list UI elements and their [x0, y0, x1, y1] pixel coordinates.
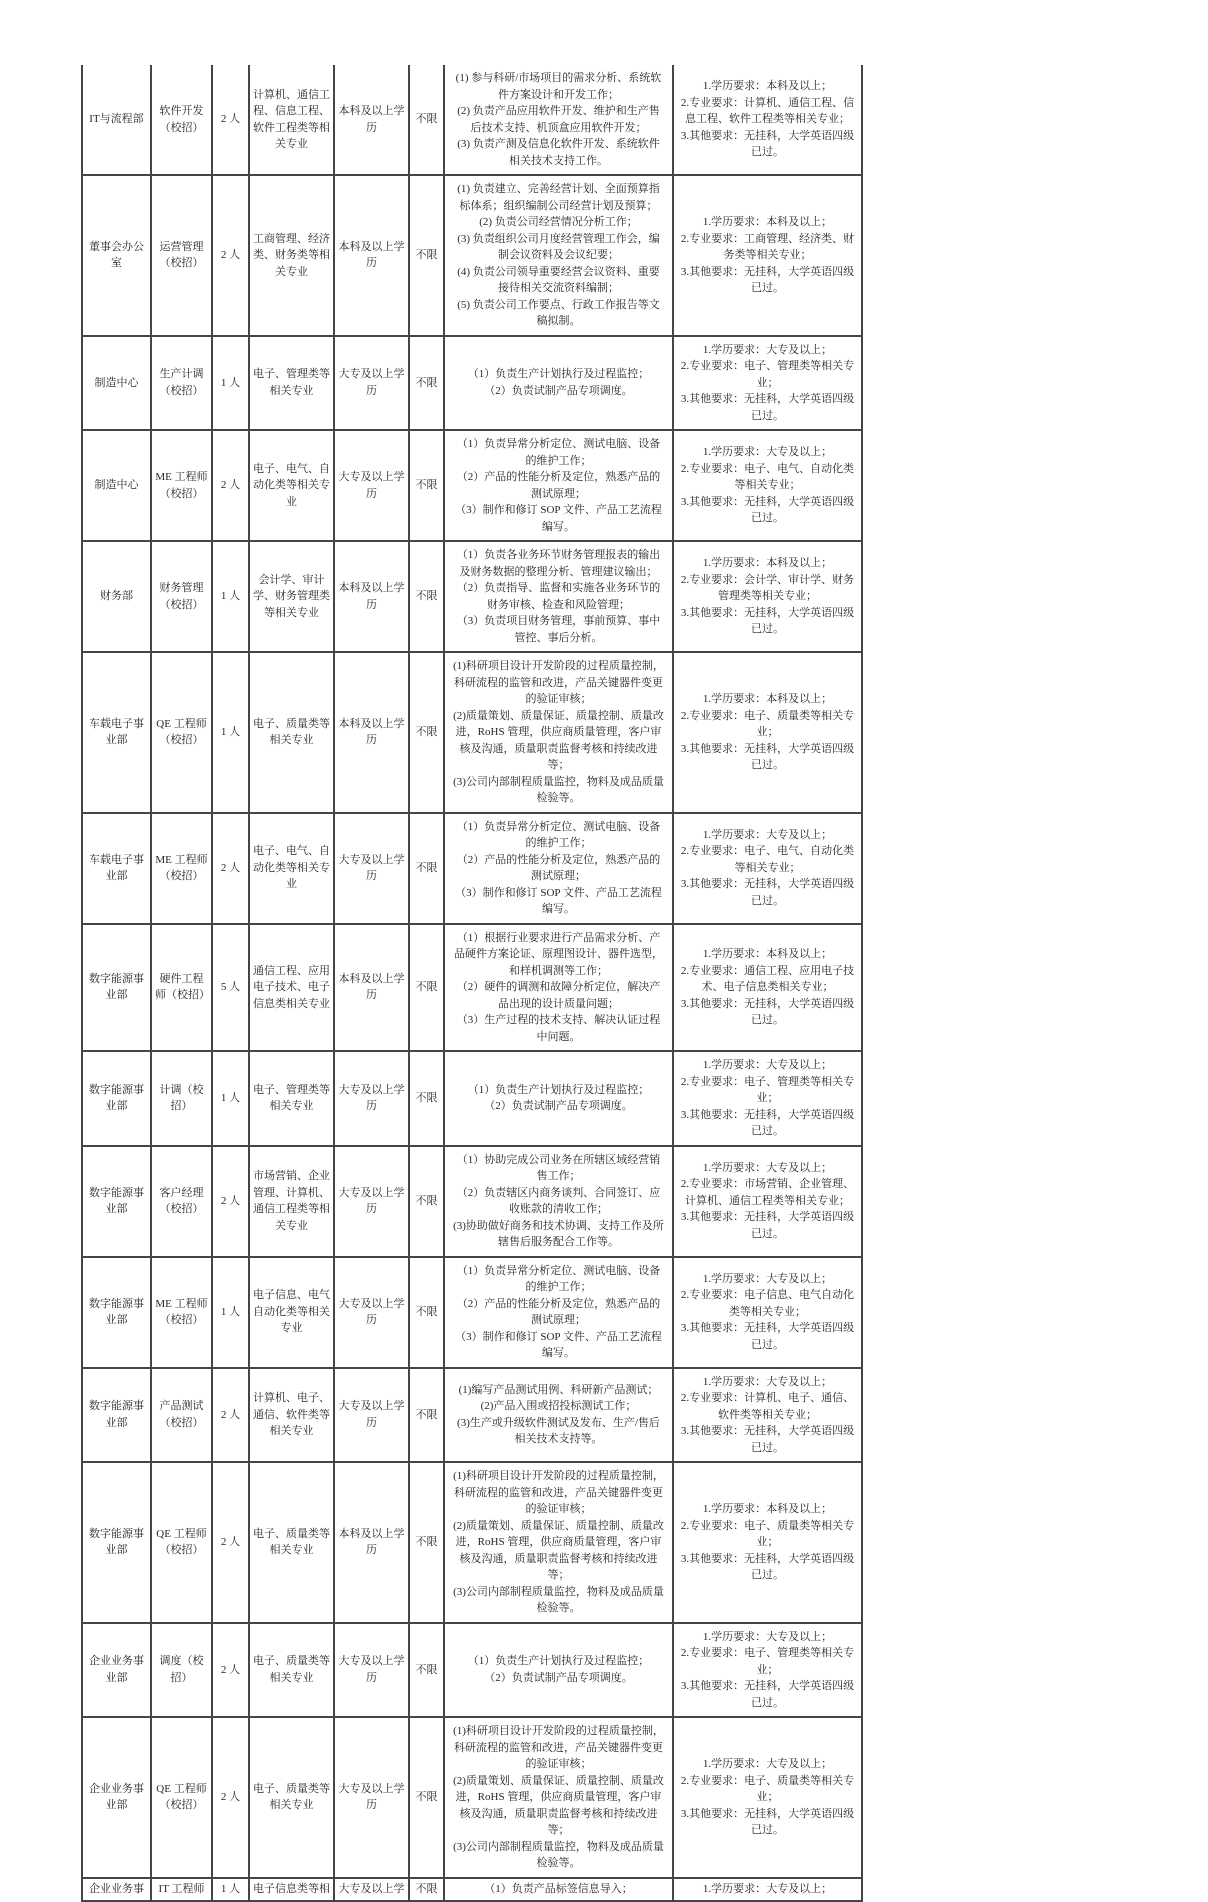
gender-cell: 不限	[408, 1624, 443, 1717]
duties-cell	[443, 1718, 672, 1877]
duty-line: (2)产品入围或招投标测试工作；	[480, 1400, 637, 1413]
education-cell: 本科及以上学历	[333, 65, 408, 174]
duty-line: (1)科研项目设计开发阶段的过程质量控制，科研流程的监管和改进，产品关键器件变更的验证审核；	[453, 660, 664, 705]
duties-cell	[443, 1463, 672, 1622]
requirements-cell	[672, 176, 863, 335]
requirement-line: 2.专业要求：市场营销、企业管理、计算机、通信工程类等相关专业；	[680, 1178, 855, 1207]
duty-line: （2）负责试制产品专项调度。	[484, 1671, 633, 1684]
duty-line: （3）制作和修订 SOP 文件、产品工艺流程编写。	[455, 886, 662, 915]
requirement-line: 2.专业要求：电子、电气、自动化类等相关专业；	[680, 845, 855, 874]
duty-line: (3) 负责产测及信息化软件开发、系统软件相关技术支持工作。	[457, 138, 660, 167]
duty-line: （2）硬件的调测和故障分析定位，解决产品出现的设计质量问题；	[456, 981, 661, 1010]
education-cell: 大专及以上学历	[333, 1369, 408, 1462]
gender-cell: 不限	[408, 1879, 443, 1900]
gender-cell: 不限	[408, 1463, 443, 1622]
duty-line: （1）负责各业务环节财务管理报表的输出及财务数据的整理分析、管理建议输出；	[456, 549, 661, 578]
gender-cell: 不限	[408, 925, 443, 1051]
requirement-line: 2.专业要求：电子、管理类等相关专业；	[680, 1075, 855, 1104]
requirement-line: 1.学历要求：大专及以上；	[702, 1375, 833, 1388]
position-cell: 硬件工程师（校招）	[150, 925, 211, 1051]
department-cell: 制造中心	[81, 431, 150, 540]
position-cell: 计调（校招）	[150, 1052, 211, 1145]
major-cell: 电子、电气、自动化类等相关专业	[248, 431, 333, 540]
duty-line: （3）制作和修订 SOP 文件、产品工艺流程编写。	[455, 1330, 662, 1359]
position-cell: 运营管理（校招）	[150, 176, 211, 335]
major-cell: 电子、质量类等相关专业	[248, 1624, 333, 1717]
gender-cell: 不限	[408, 1052, 443, 1145]
duties-cell	[443, 65, 672, 174]
requirement-line: 3.其他要求：无挂科，大学英语四级已过。	[680, 878, 855, 907]
department-cell: 企业业务事	[81, 1879, 150, 1900]
requirement-line: 3.其他要求：无挂科，大学英语四级已过。	[680, 1552, 855, 1581]
headcount-cell: 2 人	[211, 1463, 248, 1622]
gender-cell: 不限	[408, 337, 443, 430]
duty-line: （2）产品的性能分析及定位，熟悉产品的测试原理；	[456, 853, 661, 882]
requirement-line: 1.学历要求：本科及以上；	[702, 80, 833, 93]
duty-line: (2) 负责产品应用软件开发、维护和生产售后技术支持、机顶盒应用软件开发；	[457, 105, 660, 134]
gender-cell: 不限	[408, 431, 443, 540]
table-row	[81, 337, 863, 432]
duty-line: （1）根据行业要求进行产品需求分析、产品硬件方案论证、原理图设计、器件选型，和样机调测等工作；	[454, 931, 663, 977]
duty-line: （3）负责项目财务管理，事前预算、事中管控、事后分析。	[456, 615, 661, 644]
requirement-line: 1.学历要求：大专及以上；	[702, 343, 833, 356]
headcount-cell: 2 人	[211, 1718, 248, 1877]
education-cell: 本科及以上学历	[333, 653, 408, 812]
requirement-line: 3.其他要求：无挂科，大学英语四级已过。	[680, 1211, 855, 1240]
position-cell: IT 工程师	[150, 1879, 211, 1900]
headcount-cell: 2 人	[211, 431, 248, 540]
requirement-line: 1.学历要求：大专及以上；	[702, 828, 833, 841]
requirement-line: 2.专业要求：电子、电气、自动化类等相关专业；	[680, 462, 855, 492]
duties-cell	[443, 337, 672, 430]
duty-line: (2) 负责公司经营情况分析工作；	[479, 216, 638, 228]
requirement-line: 2.专业要求：电子、质量类等相关专业；	[680, 709, 855, 738]
department-cell: 数字能源事业部	[81, 1258, 150, 1367]
requirement-line: 3.其他要求：无挂科，大学英语四级已过。	[680, 393, 855, 422]
duty-line: （1）负责产品标签信息导入；	[484, 1882, 633, 1895]
education-cell: 本科及以上学历	[333, 925, 408, 1051]
position-cell: QE 工程师（校招）	[150, 1463, 211, 1622]
major-cell: 电子、质量类等相关专业	[248, 653, 333, 812]
duty-line: （2）产品的性能分析及定位，熟悉产品的测试原理；	[456, 471, 661, 500]
table-row	[81, 65, 863, 176]
major-cell: 通信工程、应用电子技术、电子信息类相关专业	[248, 925, 333, 1051]
department-cell: 数字能源事业部	[81, 1463, 150, 1622]
requirement-line: 1.学历要求：大专及以上；	[702, 1882, 833, 1895]
duty-line: (2)质量策划、质量保证、质量控制、质量改进，RoHS 管理，供应商质量管理，客户审核及沟通，质量职责监督考核和持续改进等；	[453, 709, 664, 771]
duty-line: (4) 负责公司领导重要经营会议资料、重要接待相关交流资料编制；	[457, 265, 660, 294]
department-cell: 数字能源事业部	[81, 1369, 150, 1462]
position-cell: QE 工程师（校招）	[150, 1718, 211, 1877]
table-row	[81, 814, 863, 925]
requirements-cell	[672, 431, 863, 540]
requirement-line: 1.学历要求：大专及以上；	[702, 1758, 833, 1770]
gender-cell: 不限	[408, 65, 443, 174]
duty-line: （3）制作和修订 SOP 文件、产品工艺流程编写。	[455, 504, 662, 533]
requirement-line: 3.其他要求：无挂科，大学英语四级已过。	[680, 606, 855, 636]
headcount-cell: 1 人	[211, 1052, 248, 1145]
duty-line: （1）负责生产计划执行及过程监控；	[467, 1083, 650, 1096]
requirements-cell	[672, 1258, 863, 1367]
requirement-line: 2.专业要求：计算机、通信工程、信息工程、软件工程类等相关专业；	[680, 96, 855, 126]
department-cell: 数字能源事业部	[81, 1052, 150, 1145]
duty-line: (1)科研项目设计开发阶段的过程质量控制，科研流程的监管和改进，产品关键器件变更的验证审核；	[453, 1725, 664, 1770]
requirements-cell	[672, 1463, 863, 1622]
headcount-cell: 2 人	[211, 176, 248, 335]
position-cell: ME 工程师（校招）	[150, 431, 211, 540]
major-cell: 市场营销、企业管理、计算机、通信工程类等相关专业	[248, 1147, 333, 1256]
gender-cell: 不限	[408, 1258, 443, 1367]
requirement-line: 3.其他要求：无挂科，大学英语四级已过。	[680, 1425, 855, 1454]
duty-line: (2)质量策划、质量保证、质量控制、质量改进，RoHS 管理，供应商质量管理，客户审核及沟通，质量职责监督考核和持续改进等；	[453, 1774, 664, 1836]
headcount-cell: 1 人	[211, 542, 248, 651]
requirement-line: 1.学历要求：大专及以上；	[702, 1272, 833, 1285]
requirements-cell	[672, 65, 863, 174]
education-cell: 大专及以上学历	[333, 1052, 408, 1145]
requirement-line: 2.专业要求：工商管理、经济类、财务类等相关专业；	[680, 232, 855, 261]
position-cell: 财务管理（校招）	[150, 542, 211, 651]
education-cell: 大专及以上学历	[333, 814, 408, 923]
department-cell: 数字能源事业部	[81, 925, 150, 1051]
headcount-cell: 1 人	[211, 1258, 248, 1367]
major-cell: 工商管理、经济类、财务类等相关专业	[248, 176, 333, 335]
education-cell: 大专及以上学历	[333, 1624, 408, 1717]
headcount-cell: 2 人	[211, 814, 248, 923]
requirement-line: 2.专业要求：计算机、电子、通信、软件类等相关专业；	[680, 1392, 855, 1421]
duties-cell	[443, 814, 672, 923]
duty-line: （1）负责异常分析定位、测试电脑、设备的维护工作；	[456, 820, 661, 849]
duty-line: （2）负责试制产品专项调度。	[484, 384, 633, 397]
requirements-cell	[672, 1052, 863, 1145]
major-cell: 电子、质量类等相关专业	[248, 1718, 333, 1877]
duties-cell	[443, 1624, 672, 1717]
duties-cell	[443, 1879, 672, 1900]
department-cell: 制造中心	[81, 337, 150, 430]
requirement-line: 2.专业要求：电子信息、电气自动化类等相关专业；	[680, 1289, 855, 1318]
requirement-line: 2.专业要求：电子、管理类等相关专业；	[680, 360, 855, 389]
duty-line: （1）负责异常分析定位、测试电脑、设备的维护工作；	[456, 1264, 661, 1293]
duty-line: (3)公司内部制程质量监控，物料及成品质量检验等。	[453, 775, 664, 804]
headcount-cell: 5 人	[211, 925, 248, 1051]
duty-line: (3)生产或升级软件测试及发布、生产/售后相关技术支持等。	[457, 1416, 660, 1446]
gender-cell: 不限	[408, 653, 443, 812]
duty-line: (1)编写产品测试用例、科研新产品测试；	[458, 1383, 659, 1396]
duties-cell	[443, 542, 672, 651]
duties-cell	[443, 1147, 672, 1256]
requirement-line: 3.其他要求：无挂科，大学英语四级已过。	[680, 1680, 855, 1709]
requirement-line: 1.学历要求：大专及以上；	[702, 446, 833, 459]
requirement-line: 2.专业要求：通信工程、应用电子技术、电子信息类相关专业；	[680, 964, 855, 993]
duty-line: （2）产品的性能分析及定位，熟悉产品的测试原理；	[456, 1297, 661, 1326]
requirement-line: 3.其他要求：无挂科，大学英语四级已过。	[680, 1807, 855, 1836]
requirements-cell	[672, 1147, 863, 1256]
major-cell: 计算机、电子、通信、软件类等相关专业	[248, 1369, 333, 1462]
gender-cell: 不限	[408, 814, 443, 923]
education-cell: 本科及以上学历	[333, 176, 408, 335]
education-cell: 大专及以上学历	[333, 431, 408, 540]
requirement-line: 3.其他要求：无挂科，大学英语四级已过。	[680, 129, 855, 159]
table-row	[81, 1052, 863, 1147]
duty-line: （1）负责生产计划执行及过程监控；	[467, 1655, 650, 1668]
duties-cell	[443, 925, 672, 1051]
table-row	[81, 176, 863, 337]
duty-line: （2）负责试制产品专项调度。	[484, 1100, 633, 1113]
department-cell: 企业业务事业部	[81, 1718, 150, 1877]
major-cell: 电子、电气、自动化类等相关专业	[248, 814, 333, 923]
table-row	[81, 1369, 863, 1464]
position-cell: ME 工程师（校招）	[150, 1258, 211, 1367]
department-cell: 企业业务事业部	[81, 1624, 150, 1717]
education-cell: 大专及以上学历	[333, 337, 408, 430]
position-cell: QE 工程师（校招）	[150, 653, 211, 812]
duty-line: (1) 负责建立、完善经营计划、全面预算指标体系；组织编制公司经营计划及预算；	[457, 183, 660, 212]
requirements-cell	[672, 1879, 863, 1900]
requirement-line: 3.其他要求：无挂科，大学英语四级已过。	[680, 1322, 855, 1351]
requirement-line: 2.专业要求：电子、管理类等相关专业；	[680, 1647, 855, 1676]
headcount-cell: 2 人	[211, 1624, 248, 1717]
requirements-cell	[672, 1369, 863, 1462]
requirement-line: 3.其他要求：无挂科，大学英语四级已过。	[680, 742, 855, 771]
education-cell: 大专及以上学历	[333, 1258, 408, 1367]
duty-line: (2)质量策划、质量保证、质量控制、质量改进，RoHS 管理，供应商质量管理，客户审核及沟通，质量职责监督考核和持续改进等；	[453, 1519, 664, 1581]
major-cell: 电子信息类等相	[248, 1879, 333, 1900]
headcount-cell: 1 人	[211, 653, 248, 812]
headcount-cell: 2 人	[211, 1369, 248, 1462]
education-cell: 大专及以上学	[333, 1879, 408, 1900]
requirements-cell	[672, 925, 863, 1051]
gender-cell: 不限	[408, 1369, 443, 1462]
requirement-line: 3.其他要求：无挂科，大学英语四级已过。	[680, 997, 855, 1026]
table-row	[81, 1624, 863, 1719]
duty-line: (3) 负责组织公司月度经营管理工作会，编制会议资料及会议纪要；	[457, 232, 660, 261]
requirement-line: 1.学历要求：本科及以上；	[702, 216, 833, 228]
duty-line: （1）负责生产计划执行及过程监控；	[467, 368, 650, 381]
headcount-cell: 1 人	[211, 337, 248, 430]
duty-line: (1) 参与科研/市场项目的需求分析、系统软件方案设计和开发工作；	[455, 72, 662, 101]
requirements-cell	[672, 542, 863, 651]
requirement-line: 1.学历要求：本科及以上；	[702, 693, 833, 705]
requirements-cell	[672, 1718, 863, 1877]
duty-line: (3)公司内部制程质量监控，物料及成品质量检验等。	[453, 1585, 664, 1614]
education-cell: 本科及以上学历	[333, 1463, 408, 1622]
recruitment-table	[81, 65, 863, 1902]
position-cell: 生产计调（校招）	[150, 337, 211, 430]
education-cell: 本科及以上学历	[333, 542, 408, 651]
requirements-cell	[672, 814, 863, 923]
requirement-line: 1.学历要求：本科及以上；	[702, 948, 833, 960]
requirement-line: 1.学历要求：大专及以上；	[702, 1161, 833, 1174]
gender-cell: 不限	[408, 1718, 443, 1877]
duty-line: （2）负责辖区内商务谈判、合同签订、应收账款的清收工作；	[456, 1186, 661, 1215]
requirements-cell	[672, 337, 863, 430]
duty-line: （2）负责指导、监督和实施各业务环节的财务审核、检查和风险管理；	[456, 582, 661, 611]
major-cell: 电子、管理类等相关专业	[248, 337, 333, 430]
position-cell: 客户经理（校招）	[150, 1147, 211, 1256]
duty-line: (3)协助做好商务和技术协调、支持工作及所辖售后服务配合工作等。	[453, 1219, 664, 1248]
education-cell: 大专及以上学历	[333, 1718, 408, 1877]
position-cell: 调度（校招）	[150, 1624, 211, 1717]
requirement-line: 3.其他要求：无挂科，大学英语四级已过。	[680, 265, 855, 294]
table-row	[81, 1879, 863, 1902]
major-cell: 电子、质量类等相关专业	[248, 1463, 333, 1622]
headcount-cell: 1 人	[211, 1879, 248, 1900]
headcount-cell: 2 人	[211, 1147, 248, 1256]
requirement-line: 1.学历要求：大专及以上；	[702, 1630, 833, 1643]
table-row	[81, 1718, 863, 1879]
table-row	[81, 1147, 863, 1258]
requirement-line: 2.专业要求：会计学、审计学、财务管理类等相关专业；	[680, 573, 855, 603]
duty-line: (5) 负责公司工作要点、行政工作报告等文稿拟制。	[457, 298, 660, 327]
department-cell: 董事会办公室	[81, 176, 150, 335]
table-row	[81, 431, 863, 542]
requirement-line: 2.专业要求：电子、质量类等相关专业；	[680, 1519, 855, 1548]
duty-line: （3）生产过程的技术支持、解决认证过程中问题。	[456, 1014, 661, 1043]
duty-line: （1）协助完成公司业务在所辖区域经营销售工作；	[456, 1153, 661, 1182]
table-row	[81, 925, 863, 1053]
duties-cell	[443, 431, 672, 540]
position-cell: 软件开发（校招）	[150, 65, 211, 174]
requirement-line: 3.其他要求：无挂科，大学英语四级已过。	[680, 1108, 855, 1137]
requirement-line: 1.学历要求：本科及以上；	[702, 1503, 833, 1515]
duties-cell	[443, 176, 672, 335]
headcount-cell: 2 人	[211, 65, 248, 174]
gender-cell: 不限	[408, 176, 443, 335]
major-cell: 电子信息、电气自动化类等相关专业	[248, 1258, 333, 1367]
education-cell: 大专及以上学历	[333, 1147, 408, 1256]
position-cell: ME 工程师（校招）	[150, 814, 211, 923]
requirements-cell	[672, 1624, 863, 1717]
duties-cell	[443, 1369, 672, 1462]
table-row	[81, 653, 863, 814]
department-cell: 车载电子事业部	[81, 653, 150, 812]
requirement-line: 2.专业要求：电子、质量类等相关专业；	[680, 1774, 855, 1803]
department-cell: 数字能源事业部	[81, 1147, 150, 1256]
major-cell: 会计学、审计学、财务管理类等相关专业	[248, 542, 333, 651]
duty-line: (1)科研项目设计开发阶段的过程质量控制，科研流程的监管和改进，产品关键器件变更的验证审核；	[453, 1470, 664, 1515]
duties-cell	[443, 653, 672, 812]
duties-cell	[443, 1258, 672, 1367]
position-cell: 产品测试（校招）	[150, 1369, 211, 1462]
department-cell: IT与流程部	[81, 65, 150, 174]
requirement-line: 1.学历要求：本科及以上；	[702, 557, 833, 570]
duties-cell	[443, 1052, 672, 1145]
table-row	[81, 1258, 863, 1369]
department-cell: 车载电子事业部	[81, 814, 150, 923]
duty-line: （1）负责异常分析定位、测试电脑、设备的维护工作；	[456, 438, 661, 467]
department-cell: 财务部	[81, 542, 150, 651]
gender-cell: 不限	[408, 1147, 443, 1256]
major-cell: 计算机、通信工程、信息工程、软件工程类等相关专业	[248, 65, 333, 174]
gender-cell: 不限	[408, 542, 443, 651]
table-row	[81, 1463, 863, 1624]
requirements-cell	[672, 653, 863, 812]
requirement-line: 1.学历要求：大专及以上；	[702, 1059, 833, 1071]
duty-line: (3)公司内部制程质量监控，物料及成品质量检验等。	[453, 1840, 664, 1869]
major-cell: 电子、管理类等相关专业	[248, 1052, 333, 1145]
requirement-line: 3.其他要求：无挂科，大学英语四级已过。	[680, 495, 855, 525]
table-row	[81, 542, 863, 653]
